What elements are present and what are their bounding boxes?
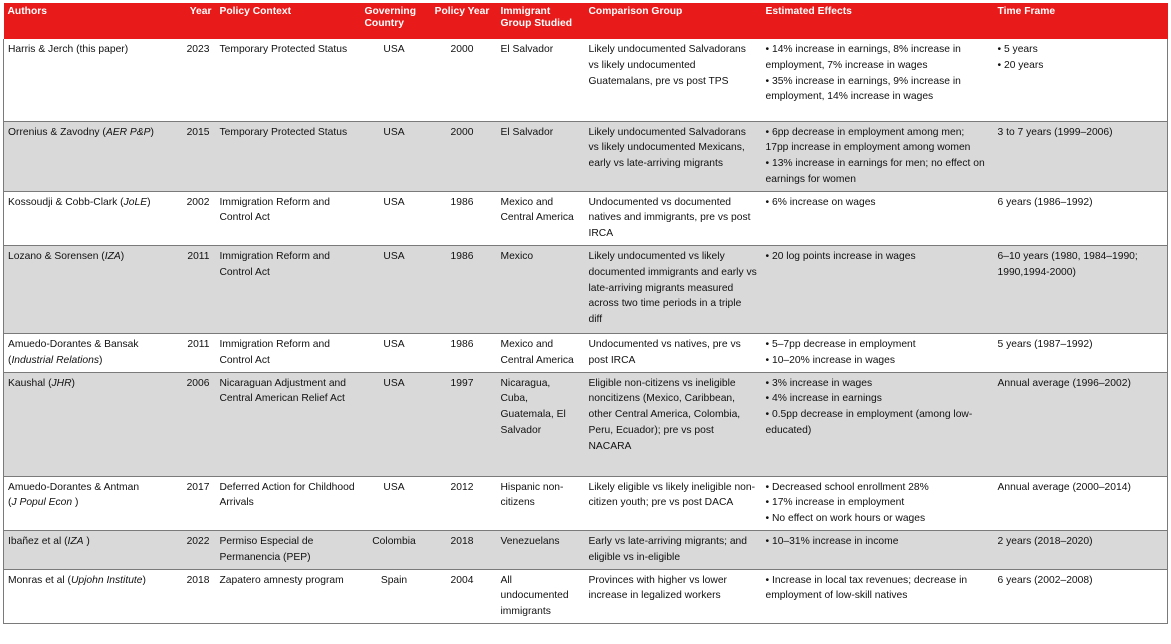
- time-frame-cell: [994, 334, 1168, 373]
- comparison-group-value: Early vs late-arriving migrants; and eligible vs in-eligible: [588, 536, 748, 563]
- table-row: [4, 246, 1168, 334]
- author-cell: [4, 531, 175, 570]
- author-journal: JHR: [51, 377, 72, 389]
- author-name: Monras et al (: [8, 574, 71, 586]
- time-frame-item: 6–10 years (1980, 1984–1990; 1990,1994-2000): [997, 251, 1138, 278]
- effect-item: • 13% increase in earnings for men; no effect on earnings for women: [765, 158, 985, 185]
- country-value: Spain: [380, 574, 408, 586]
- year-cell: [175, 39, 216, 121]
- immigrant-group-cell: [497, 39, 585, 121]
- comparison-group-value: Eligible non-citizens vs ineligible noncitizens (Mexico, Caribbean, other Central America, Colombia, Peru, Ecuador); pre vs post NACARA: [588, 377, 741, 452]
- literature-table-container: [3, 3, 1168, 624]
- author-open-paren: (: [8, 354, 12, 366]
- immigrant-group-cell: [497, 121, 585, 191]
- year-value: 2023: [186, 44, 210, 55]
- policy-context-value: Deferred Action for Childhood Arrivals: [219, 481, 355, 509]
- author-open-paren: (: [8, 497, 12, 509]
- comparison-group-cell: [585, 39, 762, 121]
- author-journal: IZA: [67, 536, 84, 548]
- header-row: [4, 3, 1168, 39]
- year-value: 2011: [187, 339, 210, 351]
- immigrant-group-value: Mexico: [500, 251, 534, 263]
- effect-item: • 3% increase in wages: [765, 377, 873, 389]
- year-cell: [175, 246, 216, 334]
- year-value: 2002: [186, 196, 210, 208]
- author-journal: AER P&P: [105, 126, 151, 138]
- immigrant-group-cell: [497, 531, 585, 570]
- policy-context-value: Zapatero amnesty program: [219, 574, 344, 586]
- time-frame-cell: [994, 191, 1168, 245]
- effect-item: • No effect on work hours or wages: [765, 513, 926, 525]
- author-name: Orrenius & Zavodny (: [8, 126, 106, 138]
- year-cell: [175, 569, 216, 623]
- author-journal: IZA: [104, 251, 121, 263]
- table-row: [4, 121, 1168, 191]
- time-frame-cell: [994, 246, 1168, 334]
- policy-context-value: Permiso Especial de Permanencia (PEP): [219, 536, 314, 563]
- time-frame-item: Annual average (1996–2002): [997, 377, 1131, 389]
- time-frame-item: 6 years (1986–1992): [997, 196, 1093, 208]
- effect-item: • 10–20% increase in wages: [765, 354, 896, 366]
- policy-context-cell: [216, 372, 361, 476]
- author-close-paren: ): [72, 497, 79, 509]
- comparison-group-value: Undocumented vs natives, pre vs post IRCA: [588, 339, 741, 366]
- policy-year-cell: [428, 569, 497, 623]
- governing-country-cell: [361, 569, 428, 623]
- time-frame-cell: [994, 531, 1168, 570]
- author-name: Lozano & Sorensen (: [8, 251, 105, 263]
- policy-year-cell: [428, 476, 497, 530]
- governing-country-cell: [361, 531, 428, 570]
- immigrant-group-value: Venezuelans: [500, 536, 560, 548]
- estimated-effects-cell: [762, 39, 994, 121]
- header-immigrant-group: Immigrant Group Studied: [497, 3, 585, 39]
- author-journal: Industrial Relations: [11, 354, 100, 366]
- immigrant-group-value: Mexico and Central America: [500, 339, 574, 366]
- author-journal: Upjohn Institute: [70, 574, 143, 586]
- author-close-paren: ): [71, 377, 75, 389]
- year-value: 2015: [186, 126, 210, 138]
- time-frame-item: 3 to 7 years (1999–2006): [997, 126, 1113, 138]
- immigrant-group-cell: [497, 246, 585, 334]
- governing-country-cell: [361, 372, 428, 476]
- author-close-paren: ): [150, 126, 154, 138]
- author-cell: [4, 246, 175, 334]
- policy-context-cell: [216, 191, 361, 245]
- country-value: USA: [383, 44, 405, 55]
- year-value: 2018: [186, 574, 210, 586]
- policy-year-value: 1986: [450, 251, 474, 263]
- effect-item: • 17% increase in employment: [765, 497, 905, 509]
- estimated-effects-cell: [762, 246, 994, 334]
- immigrant-group-value: Mexico and Central America: [500, 196, 574, 224]
- policy-year-cell: [428, 531, 497, 570]
- immigrant-group-value: Hispanic non-citizens: [500, 481, 564, 509]
- author-journal: JoLE: [123, 196, 148, 208]
- policy-year-cell: [428, 334, 497, 373]
- country-value: USA: [383, 126, 405, 138]
- comparison-group-value: Likely undocumented Salvadorans vs likely undocumented Guatemalans, pre vs post TPS: [588, 44, 746, 87]
- estimated-effects-cell: [762, 531, 994, 570]
- policy-year-value: 2018: [450, 536, 474, 548]
- policy-year-value: 1986: [450, 339, 474, 351]
- effect-item: • 6pp decrease in employment among men; 17pp increase in employment among women: [765, 126, 971, 154]
- policy-year-value: 1997: [450, 377, 474, 389]
- author-cell: [4, 121, 175, 191]
- policy-context-value: Nicaraguan Adjustment and Central American Relief Act: [219, 377, 347, 405]
- policy-context-value: Immigration Reform and Control Act: [219, 196, 330, 224]
- author-close-paren: ): [120, 251, 125, 263]
- year-cell: [175, 334, 216, 373]
- author-cell: [4, 476, 175, 530]
- policy-context-value: Temporary Protected Status: [219, 126, 348, 138]
- header-authors: Authors: [4, 3, 175, 39]
- year-value: 2017: [186, 481, 210, 493]
- governing-country-cell: [361, 334, 428, 373]
- estimated-effects-cell: [762, 476, 994, 530]
- estimated-effects-cell: [762, 191, 994, 245]
- table-row: [4, 531, 1168, 570]
- effect-item: • 20 log points increase in wages: [765, 251, 916, 263]
- time-frame-item: 6 years (2002–2008): [997, 574, 1093, 586]
- author-cell: [4, 372, 175, 476]
- immigrant-group-value: Nicaragua, Cuba, Guatemala, El Salvador: [500, 377, 566, 437]
- estimated-effects-cell: [762, 372, 994, 476]
- header-governing-country: Governing Country: [361, 3, 428, 39]
- header-comparison-group: Comparison Group: [585, 3, 762, 39]
- policy-year-value: 2000: [450, 44, 474, 55]
- policy-context-cell: [216, 569, 361, 623]
- immigrant-group-value: El Salvador: [500, 44, 554, 55]
- policy-context-cell: [216, 334, 361, 373]
- time-frame-cell: [994, 372, 1168, 476]
- literature-table: [3, 3, 1168, 624]
- comparison-group-cell: [585, 569, 762, 623]
- immigrant-group-value: El Salvador: [500, 126, 554, 138]
- author-close-paren: ): [147, 196, 151, 208]
- country-value: USA: [383, 339, 405, 351]
- author-name: Kaushal (: [8, 377, 52, 389]
- header-estimated-effects: Estimated Effects: [762, 3, 994, 39]
- policy-year-value: 2012: [450, 481, 474, 493]
- comparison-group-cell: [585, 476, 762, 530]
- author-close-paren: ): [99, 354, 103, 366]
- country-value: Colombia: [372, 536, 416, 548]
- policy-year-cell: [428, 39, 497, 121]
- table-row: [4, 476, 1168, 530]
- year-cell: [175, 191, 216, 245]
- table-row: [4, 372, 1168, 476]
- header-policy-year: Policy Year: [428, 3, 497, 39]
- author-cell: [4, 334, 175, 373]
- governing-country-cell: [361, 246, 428, 334]
- year-cell: [175, 121, 216, 191]
- comparison-group-cell: [585, 531, 762, 570]
- time-frame-item: • 5 years: [997, 44, 1038, 55]
- policy-year-value: 2000: [450, 126, 474, 138]
- policy-context-value: Temporary Protected Status: [219, 44, 348, 55]
- governing-country-cell: [361, 476, 428, 530]
- time-frame-cell: [994, 476, 1168, 530]
- policy-year-cell: [428, 372, 497, 476]
- estimated-effects-cell: [762, 569, 994, 623]
- time-frame-item: 5 years (1987–1992): [997, 339, 1093, 351]
- table-row: [4, 334, 1168, 373]
- effect-item: • 5–7pp decrease in employment: [765, 339, 916, 351]
- policy-year-cell: [428, 191, 497, 245]
- policy-context-value: Immigration Reform and Control Act: [219, 339, 330, 366]
- policy-context-cell: [216, 39, 361, 121]
- country-value: USA: [383, 196, 405, 208]
- effect-item: • 35% increase in earnings, 9% increase in employment, 14% increase in wages: [765, 75, 961, 103]
- immigrant-group-cell: [497, 191, 585, 245]
- header-year: Year: [175, 3, 216, 39]
- immigrant-group-cell: [497, 372, 585, 476]
- author-name: Amuedo-Dorantes & Bansak: [8, 339, 139, 351]
- author-cell: [4, 191, 175, 245]
- governing-country-cell: [361, 191, 428, 245]
- year-cell: [175, 531, 216, 570]
- policy-year-value: 2004: [450, 574, 474, 586]
- policy-context-cell: [216, 246, 361, 334]
- author-name: Amuedo-Dorantes & Antman: [8, 481, 140, 493]
- table-body: [4, 39, 1168, 624]
- time-frame-item: 2 years (2018–2020): [997, 536, 1093, 548]
- comparison-group-value: Undocumented vs documented natives and immigrants, pre vs post IRCA: [588, 196, 751, 240]
- year-value: 2006: [186, 377, 210, 389]
- author-close-paren: ): [142, 574, 146, 586]
- author-close-paren: ): [83, 536, 90, 548]
- comparison-group-cell: [585, 191, 762, 245]
- author-journal: J Popul Econ: [11, 497, 73, 509]
- header-time-frame: Time Frame: [994, 3, 1168, 39]
- policy-context-cell: [216, 531, 361, 570]
- immigrant-group-cell: [497, 334, 585, 373]
- policy-context-cell: [216, 476, 361, 530]
- time-frame-cell: [994, 121, 1168, 191]
- effect-item: • 0.5pp decrease in employment (among low-educated): [765, 409, 973, 437]
- time-frame-cell: [994, 569, 1168, 623]
- header-policy-context: Policy Context: [216, 3, 361, 39]
- policy-context-value: Immigration Reform and Control Act: [219, 251, 330, 278]
- effect-item: • 6% increase on wages: [765, 196, 876, 208]
- comparison-group-cell: [585, 334, 762, 373]
- governing-country-cell: [361, 121, 428, 191]
- comparison-group-cell: [585, 246, 762, 334]
- table-row: [4, 191, 1168, 245]
- author-name: Ibañez et al (: [8, 536, 68, 548]
- year-cell: [175, 372, 216, 476]
- effect-item: • 14% increase in earnings, 8% increase in employment, 7% increase in wages: [765, 44, 961, 71]
- estimated-effects-cell: [762, 334, 994, 373]
- estimated-effects-cell: [762, 121, 994, 191]
- effect-item: • 4% increase in earnings: [765, 393, 882, 405]
- comparison-group-value: Likely undocumented vs likely documented immigrants and early vs late-arriving migrants measured across two time periods in a triple diff: [588, 251, 757, 326]
- comparison-group-cell: [585, 372, 762, 476]
- year-value: 2011: [187, 251, 210, 263]
- effect-item: • Decreased school enrollment 28%: [765, 481, 929, 493]
- policy-year-cell: [428, 121, 497, 191]
- governing-country-cell: [361, 39, 428, 121]
- immigrant-group-cell: [497, 569, 585, 623]
- effect-item: • Increase in local tax revenues; decrease in employment of low-skill natives: [765, 574, 968, 602]
- year-cell: [175, 476, 216, 530]
- author-cell: [4, 569, 175, 623]
- effect-item: • 10–31% increase in income: [765, 536, 899, 548]
- immigrant-group-value: All undocumented immigrants: [500, 574, 569, 618]
- policy-year-cell: [428, 246, 497, 334]
- country-value: USA: [383, 481, 405, 493]
- year-value: 2022: [186, 536, 210, 548]
- policy-context-cell: [216, 121, 361, 191]
- comparison-group-cell: [585, 121, 762, 191]
- time-frame-cell: [994, 39, 1168, 121]
- policy-year-value: 1986: [450, 196, 474, 208]
- time-frame-item: Annual average (2000–2014): [997, 481, 1131, 493]
- comparison-group-value: Likely eligible vs likely ineligible non-citizen youth; pre vs post DACA: [588, 481, 756, 509]
- time-frame-item: • 20 years: [997, 59, 1044, 71]
- table-row: [4, 569, 1168, 623]
- table-row: [4, 39, 1168, 121]
- author-cell: [4, 39, 175, 121]
- author-name: Harris & Jerch (this paper): [8, 44, 129, 55]
- country-value: USA: [383, 251, 405, 263]
- author-name: Kossoudji & Cobb-Clark (: [8, 196, 124, 208]
- immigrant-group-cell: [497, 476, 585, 530]
- comparison-group-value: Provinces with higher vs lower increase in legalized workers: [588, 574, 727, 602]
- country-value: USA: [383, 377, 405, 389]
- comparison-group-value: Likely undocumented Salvadorans vs likely undocumented Mexicans, early vs late-arriving migrants: [588, 126, 746, 170]
